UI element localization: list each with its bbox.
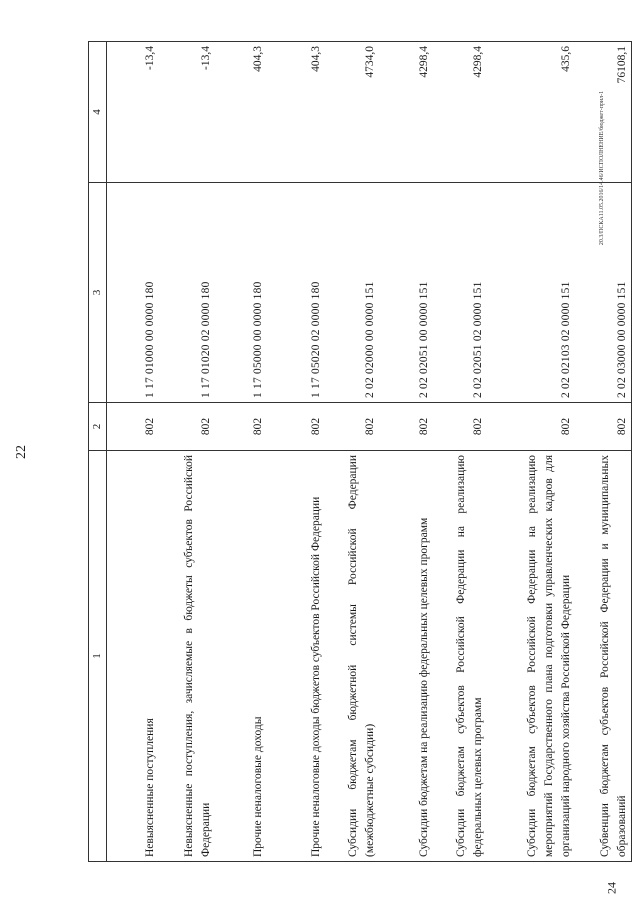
row-name: Невыясненные поступления [107,451,160,862]
row-budget-code: 2 02 02051 00 0000 151 [379,183,433,403]
file-path-footer: 20.3/ПСКА11.05.2016/14.46/ИСПОЛНЕНИЕ/бюджет-прил-1 [599,90,605,246]
table-row [575,42,631,862]
table-row [433,42,487,862]
row-budget-code: 2 02 02103 02 0000 151 [487,183,575,403]
row-amount: 4298,4 [433,42,487,183]
row-name: Субвенции бюджетам субъектов Российской Федерации и муниципальных образований [575,451,631,862]
row-amount: 4734,0 [325,42,379,183]
row-amount: 404,3 [215,42,267,183]
row-name: Субсидии бюджетам бюджетной системы Российской Федерации (межбюджетные субсидии) [325,451,379,862]
row-admin-code: 802 [215,403,267,451]
table-row [379,42,433,862]
table-row [215,42,267,862]
column-header-admin: 2 [89,403,107,451]
table-row [107,42,160,862]
row-admin-code: 802 [379,403,433,451]
row-budget-code: 2 02 03000 00 0000 151 [575,183,631,403]
column-header-code: 3 [89,183,107,403]
table-row [487,42,575,862]
row-name: Невыясненные поступления, зачисляемые в бюджеты субъектов Российской Федерации [159,451,215,862]
row-amount: -13,4 [159,42,215,183]
table-header-row [89,42,107,862]
row-amount: 404,3 [267,42,325,183]
table-row [267,42,325,862]
row-amount: 4298,4 [379,42,433,183]
row-admin-code: 802 [159,403,215,451]
row-admin-code: 802 [267,403,325,451]
row-amount: 435,6 [487,42,575,183]
row-name: Прочие неналоговые доходы [215,451,267,862]
corner-page-number: 24 [604,882,619,894]
row-budget-code: 1 17 01020 02 0000 180 [159,183,215,403]
row-admin-code: 802 [575,403,631,451]
row-admin-code: 802 [433,403,487,451]
row-amount: 76108,1 [575,42,631,183]
row-name: Субсидии бюджетам субъектов Российской Федерации на реализацию мероприятий Государственного плана подготовки управленческих кадров для организаций народного хозяйства Российской Федерации [487,451,575,862]
row-amount: -13,4 [107,42,160,183]
row-budget-code: 2 02 02051 02 0000 151 [433,183,487,403]
budget-table [88,41,632,862]
row-admin-code: 802 [325,403,379,451]
row-admin-code: 802 [487,403,575,451]
row-budget-code: 1 17 01000 00 0000 180 [107,183,160,403]
row-budget-code: 2 02 02000 00 0000 151 [325,183,379,403]
row-name: Прочие неналоговые доходы бюджетов субъектов Российской Федерации [267,451,325,862]
row-budget-code: 1 17 05000 00 0000 180 [215,183,267,403]
row-admin-code: 802 [107,403,160,451]
row-budget-code: 1 17 05020 02 0000 180 [267,183,325,403]
table-row [159,42,215,862]
row-name: Субсидии бюджетам на реализацию федеральных целевых программ [379,451,433,862]
column-header-amount: 4 [89,42,107,183]
row-name: Субсидии бюджетам субъектов Российской Федерации на реализацию федеральных целевых программ [433,451,487,862]
page-number: 22 [14,445,29,459]
table-row [325,42,379,862]
column-header-name: 1 [89,451,107,862]
